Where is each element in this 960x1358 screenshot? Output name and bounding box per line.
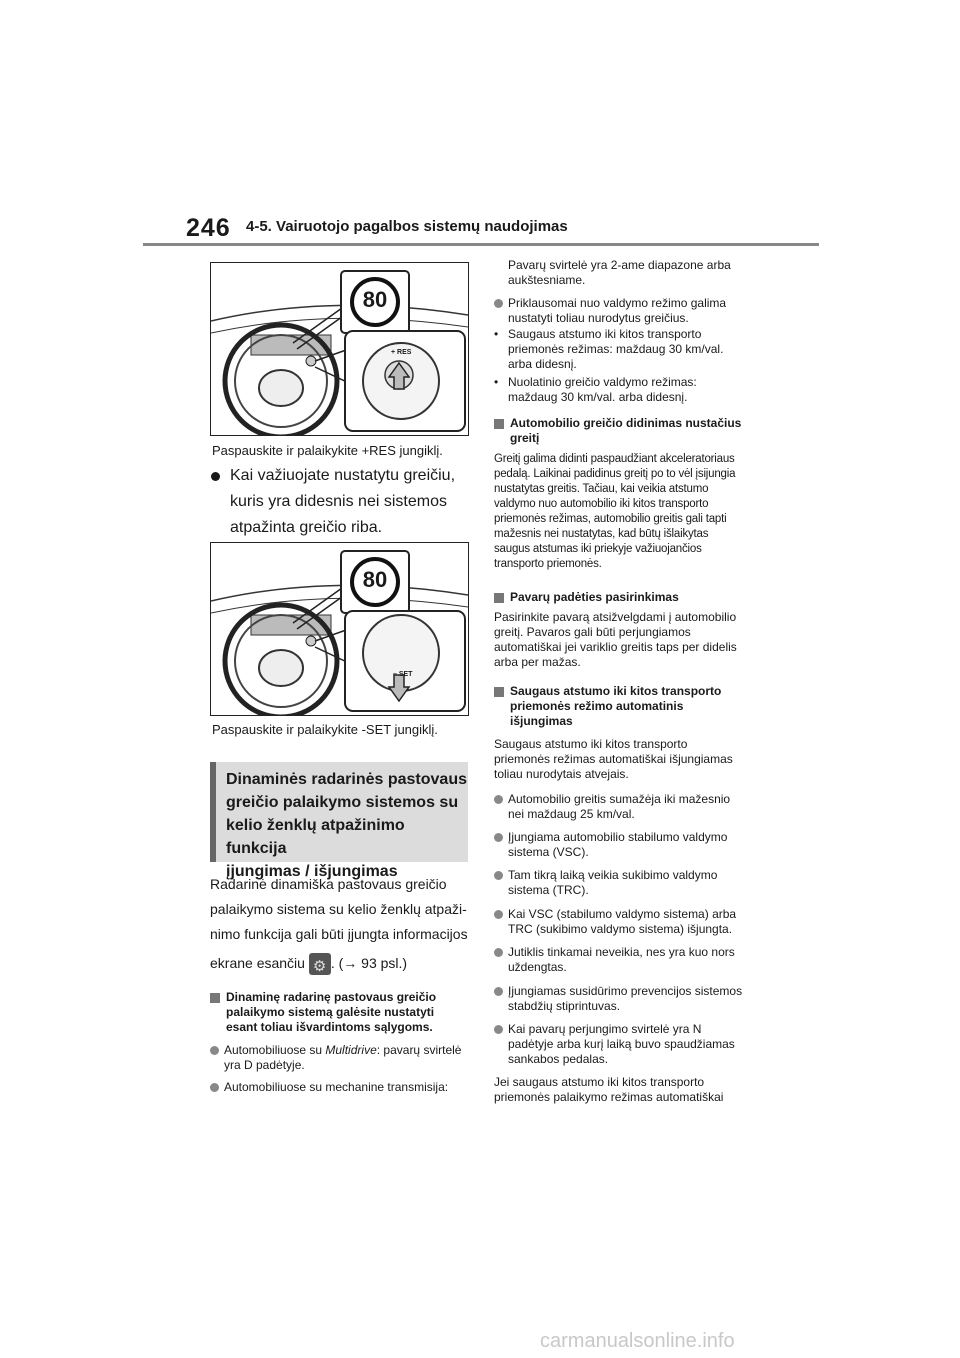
intro-line-end: . (→ 93 psl.) (330, 955, 408, 971)
section-heading-box (210, 762, 468, 880)
disable-condition-bullet: Įjungiama automobilio stabilumo valdymo sistema (VSC). (494, 830, 758, 860)
watermark: carmanualsonline.info (540, 1330, 735, 1352)
intro-line-start: ekrane esančiu (210, 955, 305, 971)
figure2-caption: Paspauskite ir palaikykite -SET jungiklį. (212, 722, 438, 737)
bullet-dot (494, 871, 503, 880)
heading-line: greičio palaikymo sistemos su (226, 794, 459, 811)
gear-selection-body: Pasirinkite pavarą atsižvelgdami į automobilio greitį. Pavaros gali būti perjungiamos automatiškai jei variklio greitis taps per didelis arba per mažas. (494, 610, 737, 669)
bullet-dot (494, 910, 503, 919)
square-bullet-icon (210, 993, 220, 1003)
bullet-dot (211, 472, 220, 481)
speed-increase-body: Greitį galima didinti paspaudžiant akceleratoriaus pedalą. Laikinai padidinus greitį po to vėl įsijungia nustatytas greitis. Tačiau, kai veikia atstumo valdymo nuo automobilio iki kitos transporto priemonės režimas, automobilio greitis gali tapti mažesnis nei nustatytas, kad būtų išlaikytas saugus atstumas iki priekyje važiuojančios transporto priemonės. (494, 453, 736, 570)
disable-condition-bullet: Jutiklis tinkamai neveikia, nes yra kuo nors uždengtas. (494, 945, 758, 975)
big-bullet-line: kuris yra didesnis nei sistemos (230, 493, 447, 510)
final-paragraph: Jei saugaus atstumo iki kitos transporto priemonės palaikymo režimas automatiškai (494, 1075, 724, 1104)
square-bullet-icon (494, 419, 504, 429)
sub-item: • Saugaus atstumo iki kitos transporto priemonės režimas: maždaug 30 km/val. arba didesnį. (494, 327, 724, 371)
disable-condition-bullet: Automobilio greitis sumažėja iki mažesnio nei maždaug 25 km/val. (494, 792, 758, 822)
disable-condition-bullet: Įjungiamas susidūrimo prevencijos sistemos stabdžių stiprintuvas. (494, 984, 758, 1014)
page-number: 246 (186, 214, 231, 242)
speed-sign-value: 80 (362, 287, 388, 312)
heading-line: kelio ženklų atpažinimo funkcija (226, 817, 405, 857)
big-bullet-line: atpažinta greičio riba. (230, 519, 383, 536)
intro-line: Radarinė dinamiška pastovaus greičio (210, 876, 447, 892)
section-title: 4-5. Vairuotojo pagalbos sistemų naudojimas (246, 218, 568, 235)
bullet-dot (210, 1046, 219, 1055)
disable-condition-bullet: Kai VSC (stabilumo valdymo sistema) arba TRC (sukibimo valdymo sistema) išjungta. (494, 907, 758, 937)
big-bullet (211, 463, 466, 541)
steering-wheel-res-figure (210, 262, 469, 436)
condition-bullet: Automobiliuose su Multidrive: pavarų svirtelė yra D padėtyje. (210, 1043, 470, 1073)
square-bullet-icon (494, 687, 504, 697)
bullet-dot (494, 987, 503, 996)
square-bullet-icon (494, 593, 504, 603)
conditions-heading: Dinaminę radarinę pastovaus greičio palaikymo sistemą galėsite nustatyti esant toliau išvardintoms sąlygoms. (210, 990, 470, 1035)
disable-condition-bullet: Tam tikrą laiką veikia sukibimo valdymo sistema (TRC). (494, 868, 758, 898)
condition-bullet: Automobiliuose su mechanine transmisija: (210, 1080, 470, 1095)
sub-item: • Nuolatinio greičio valdymo režimas: maždaug 30 km/val. arba didesnį. (494, 375, 697, 404)
bullet-dot (494, 299, 503, 308)
figure1-caption: Paspauskite ir palaikykite +RES jungiklį. (212, 443, 443, 458)
intro-line: palaikymo sistema su kelio ženklų atpaži- (210, 901, 467, 917)
intro-paragraph (210, 872, 470, 976)
steering-wheel-illustration (211, 543, 468, 715)
speed-increase-heading: Automobilio greičio didinimas nustačius greitį (494, 416, 758, 446)
disable-condition-bullet: Kai pavarų perjungimo svirtelė yra N padėtyje arba kurį laiką buvo spaudžiamas sankabos pedalas. (494, 1022, 758, 1067)
header-rule (143, 243, 819, 246)
bullet-dot (494, 833, 503, 842)
intro-line: nimo funkcija gali būti įjungta informacijos (210, 926, 468, 942)
steering-wheel-set-figure (210, 542, 469, 716)
auto-disable-body: Saugaus atstumo iki kitos transporto priemonės režimas automatiškai išjungiamas toliau nurodytais atvejais. (494, 737, 733, 781)
bullet-dot (494, 795, 503, 804)
gear-selection-heading: Pavarų padėties pasirinkimas (494, 590, 758, 605)
continued-text: Pavarų svirtelė yra 2-ame diapazone arba aukštesniame. (508, 258, 731, 287)
steering-wheel-illustration (211, 263, 468, 435)
set-button-label: – SET (393, 671, 413, 678)
big-bullet-line: Kai važiuojate nustatytu greičiu, (230, 467, 456, 484)
bullet-dot (210, 1083, 219, 1092)
heading-line: įjungimas / išjungimas (226, 863, 398, 880)
speed-mode-bullet: Priklausomai nuo valdymo režimo galima nustatyti toliau nurodytus greičius. (494, 296, 758, 326)
gear-icon (309, 953, 331, 975)
auto-disable-heading: Saugaus atstumo iki kitos transporto priemonės režimo automatinis išjungimas (494, 684, 758, 729)
speed-sign-value: 80 (362, 567, 388, 592)
heading-line: Dinaminės radarinės pastovaus (226, 771, 467, 788)
heading-accent-bar (210, 762, 216, 862)
bullet-dot (494, 1025, 503, 1034)
bullet-dot (494, 948, 503, 957)
res-button-label: + RES (391, 349, 412, 356)
